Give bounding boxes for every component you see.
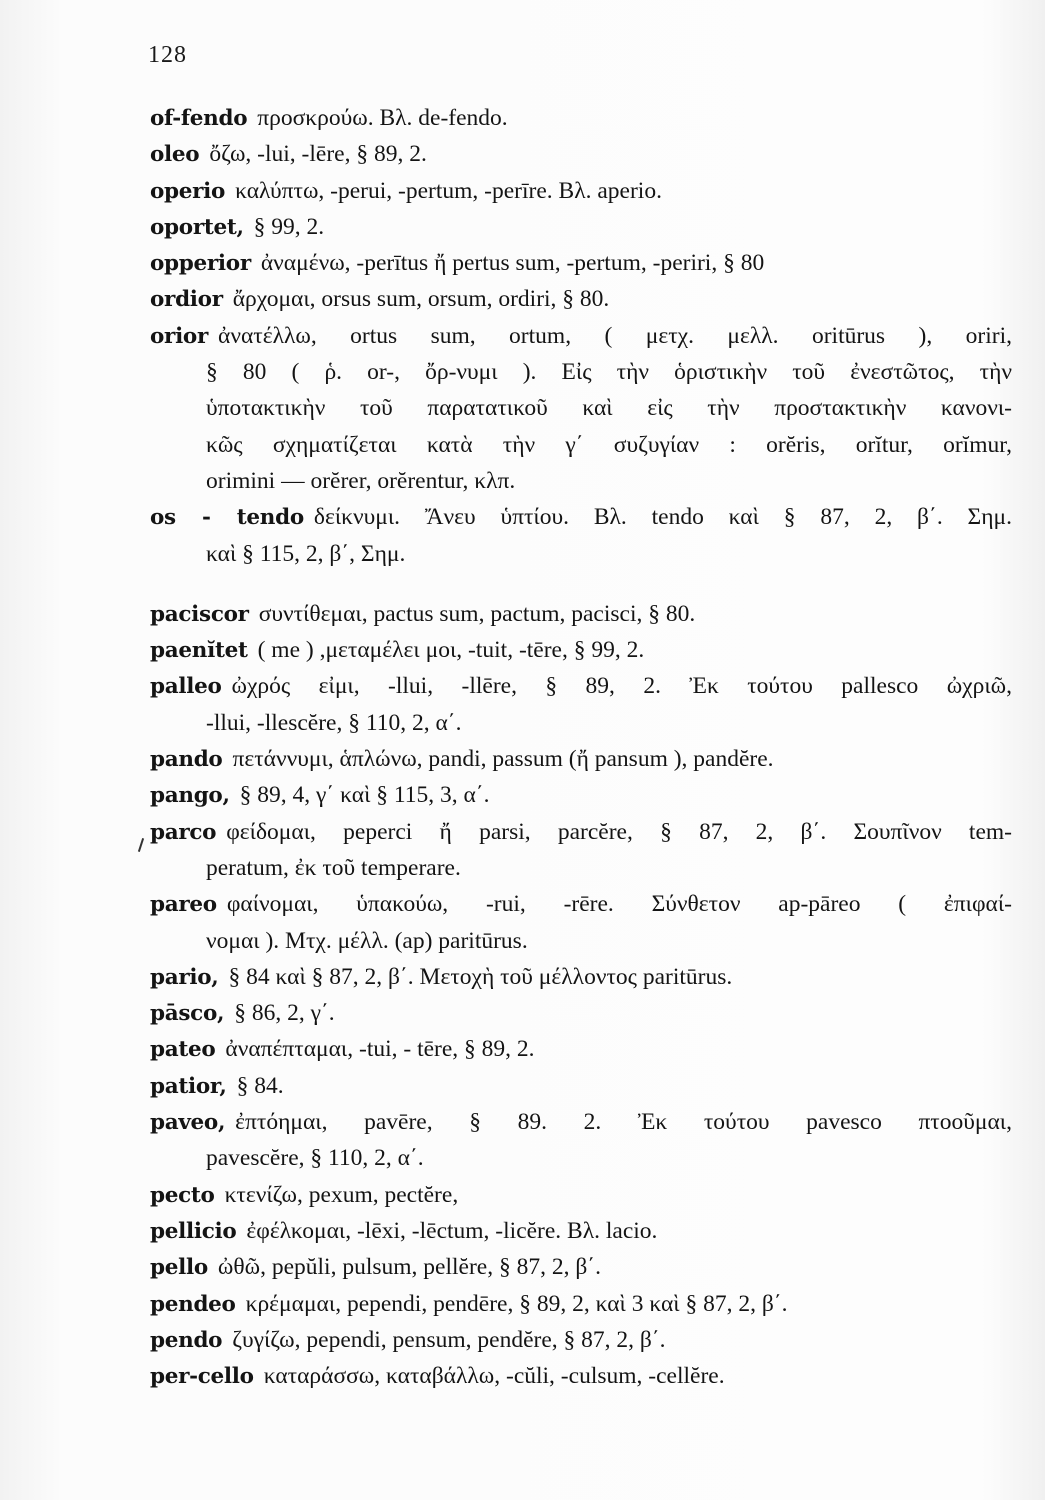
entry-continuation-line xyxy=(150,1140,1012,1176)
entry-headword: pecto xyxy=(150,1182,215,1208)
entry-continuation-line xyxy=(150,536,1012,572)
entry-text: ἀνατέλλω, ortus sum, ortum, ( μετχ. μελλ. oritūrus ), oriri, xyxy=(218,322,1012,349)
entry-first-line xyxy=(150,100,1012,136)
entry-text: ἀναμένω, -perītus ἤ pertus sum, -pertum, -periri, § 80 xyxy=(260,250,765,277)
entry-text: ( me ) ,μεταμέλει μοι, -tuit, -tēre, § 99, 2. xyxy=(257,637,645,664)
entry-first-line xyxy=(150,1322,1012,1358)
entry-continuation-line xyxy=(150,850,1012,886)
entry-first-line xyxy=(150,1249,1012,1285)
entry-headword: orior xyxy=(150,323,209,349)
entry-headword: parco xyxy=(150,819,217,845)
dictionary-entry xyxy=(150,100,1012,136)
dictionary-entry xyxy=(150,1249,1012,1285)
entry-text: § 89, 4, γ΄ καὶ § 115, 3, α΄. xyxy=(239,782,490,809)
entry-text: § 84 καὶ § 87, 2, β΄. Μετοχὴ τοῦ μέλλοντος paritūrus. xyxy=(228,963,733,990)
entry-text: ὄζω, -lui, -lēre, § 89, 2. xyxy=(209,141,427,168)
entry-headword: os - tendo xyxy=(150,505,304,531)
entry-headword: pateo xyxy=(150,1037,216,1063)
entry-first-line xyxy=(150,632,1012,668)
entry-headword: operio xyxy=(150,178,226,204)
entry-text: καὶ § 115, 2, β΄, Σημ. xyxy=(206,540,406,567)
entry-first-line xyxy=(150,1177,1012,1213)
entry-first-line xyxy=(150,596,1012,632)
dictionary-entry xyxy=(150,1322,1012,1358)
entry-text: orimini — orĕrer, orĕrentur, κλπ. xyxy=(206,467,516,494)
dictionary-entry xyxy=(150,136,1012,172)
dictionary-entry xyxy=(150,886,1012,959)
entry-continuation-line xyxy=(150,354,1012,390)
entry-first-line xyxy=(150,245,1012,281)
entry-text: § 84. xyxy=(236,1072,284,1099)
entry-first-line xyxy=(150,318,1012,354)
entry-first-line xyxy=(150,777,1012,813)
entry-text: ἄρχομαι, orsus sum, orsum, ordiri, § 80. xyxy=(232,286,610,313)
dictionary-entry xyxy=(150,959,1012,995)
entry-headword: pario, xyxy=(150,964,219,990)
entry-headword: patior, xyxy=(150,1073,227,1099)
entry-first-line xyxy=(150,209,1012,245)
entry-text: ἀναπέπταμαι, -tui, - tēre, § 89, 2. xyxy=(225,1036,535,1063)
entry-headword: paciscor xyxy=(150,601,249,627)
entry-text: ἐπτόημαι, pavēre, § 89. 2. Ἐκ τούτου pavesco πτοοῦμαι, xyxy=(235,1109,1012,1136)
entry-gap xyxy=(150,572,1012,596)
entry-text: ὑποτακτικὴν τοῦ παρατατικοῦ καὶ εἰς τὴν προστακτικὴν κανονι- xyxy=(206,395,1012,422)
entry-continuation-line xyxy=(150,463,1012,499)
entry-text: ὠθῶ, pepŭli, pulsum, pellĕre, § 87, 2, β΄. xyxy=(217,1254,601,1281)
entry-first-line xyxy=(150,499,1012,535)
entry-continuation-line xyxy=(150,390,1012,426)
entry-continuation-line xyxy=(150,705,1012,741)
dictionary-entry xyxy=(150,1213,1012,1249)
entry-first-line xyxy=(150,995,1012,1031)
entry-text: δείκνυμι. Ἄνευ ὑπτίου. Βλ. tendo καὶ § 87, 2, β΄. Σημ. xyxy=(313,504,1012,531)
entry-text: ὠχρός εἰμι, -llui, -llēre, § 89, 2. Ἐκ τούτου pallesco ὠχριῶ, xyxy=(231,673,1012,700)
dictionary-entry xyxy=(150,245,1012,281)
entry-headword: pareo xyxy=(150,892,217,918)
dictionary-entry xyxy=(150,668,1012,741)
entry-headword: pellicio xyxy=(150,1218,237,1244)
entry-first-line xyxy=(150,1031,1012,1067)
entry-first-line xyxy=(150,1358,1012,1394)
entry-text: καταράσσω, καταβάλλω, -cŭli, -culsum, -cellĕre. xyxy=(263,1363,725,1390)
entry-first-line xyxy=(150,1104,1012,1140)
entry-headword: oleo xyxy=(150,142,200,168)
dictionary-entry xyxy=(150,814,1012,887)
dictionary-entry xyxy=(150,777,1012,813)
entry-text: φαίνομαι, ὑπακούω, -rui, -rēre. Σύνθετον ap-pāreo ( ἐπιφαί- xyxy=(226,891,1012,918)
dictionary-entry xyxy=(150,1286,1012,1322)
entry-text: pavescĕre, § 110, 2, α΄. xyxy=(206,1145,424,1172)
dictionary-entry xyxy=(150,632,1012,668)
entry-text: φείδομαι, peperci ἤ parsi, parcĕre, § 87, 2, β΄. Σουπῖνον tem- xyxy=(226,818,1012,845)
entry-text: νομαι ). Μτχ. μέλλ. (ap) paritūrus. xyxy=(206,927,528,954)
entry-headword: palleo xyxy=(150,674,222,700)
entry-first-line xyxy=(150,173,1012,209)
dictionary-entries xyxy=(150,100,1012,1394)
entry-headword: paenĭtet xyxy=(150,638,248,664)
entry-headword: pello xyxy=(150,1255,208,1281)
dictionary-entry xyxy=(150,281,1012,317)
entry-first-line xyxy=(150,1068,1012,1104)
entry-first-line xyxy=(150,136,1012,172)
entry-text: κρέμαμαι, pependi, pendēre, § 89, 2, καὶ 3 καὶ § 87, 2, β΄. xyxy=(245,1290,788,1317)
entry-headword: pāsco, xyxy=(150,1001,225,1027)
dictionary-entry xyxy=(150,1177,1012,1213)
dictionary-entry xyxy=(150,995,1012,1031)
entry-headword: pendo xyxy=(150,1327,223,1353)
dictionary-entry xyxy=(150,741,1012,777)
dictionary-entry xyxy=(150,209,1012,245)
entry-headword: per-cello xyxy=(150,1364,254,1390)
entry-text: κῶς σχηματίζεται κατὰ τὴν γ΄ συζυγίαν : orĕris, orĭtur, orĭmur, xyxy=(206,431,1012,458)
entry-first-line xyxy=(150,281,1012,317)
entry-first-line xyxy=(150,1286,1012,1322)
dictionary-entry xyxy=(150,1068,1012,1104)
entry-text: κτενίζω, pexum, pectĕre, xyxy=(224,1181,459,1208)
entry-headword: pendeo xyxy=(150,1291,236,1317)
entry-first-line xyxy=(150,741,1012,777)
entry-text: -llui, -llescĕre, § 110, 2, α΄. xyxy=(206,709,462,736)
entry-continuation-line xyxy=(150,427,1012,463)
entry-text: § 86, 2, γ΄. xyxy=(234,1000,335,1027)
entry-headword: pando xyxy=(150,747,223,773)
dictionary-entry xyxy=(150,596,1012,632)
entry-headword: paveo, xyxy=(150,1110,226,1136)
entry-first-line xyxy=(150,668,1012,704)
entry-headword: ordior xyxy=(150,287,223,313)
entry-continuation-line xyxy=(150,923,1012,959)
entry-headword: pango, xyxy=(150,783,230,809)
dictionary-entry xyxy=(150,1104,1012,1177)
entry-text: καλύπτω, -perui, -pertum, -perīre. Βλ. aperio. xyxy=(235,177,662,204)
entry-text: ζυγίζω, pependi, pensum, pendĕre, § 87, 2, β΄. xyxy=(232,1326,666,1353)
margin-mark xyxy=(138,838,144,852)
entry-headword: of-fendo xyxy=(150,106,248,131)
page-number: 128 xyxy=(148,42,187,68)
dictionary-entry xyxy=(150,499,1012,572)
entry-headword: opperior xyxy=(150,251,251,277)
entry-text: § 99, 2. xyxy=(253,213,325,240)
dictionary-entry xyxy=(150,173,1012,209)
entry-first-line xyxy=(150,1213,1012,1249)
entry-text: ἐφέλκομαι, -lēxi, -lēctum, -licĕre. Βλ. lacio. xyxy=(246,1217,658,1244)
entry-first-line xyxy=(150,959,1012,995)
entry-text: peratum, ἐκ τοῦ temperare. xyxy=(206,854,461,881)
entry-headword: oportet, xyxy=(150,214,244,240)
entry-text: πετάννυμι, ἁπλώνω, pandi, passum (ἤ pansum ), pandĕre. xyxy=(232,746,774,773)
dictionary-entry xyxy=(150,1031,1012,1067)
entry-first-line xyxy=(150,886,1012,922)
entry-first-line xyxy=(150,814,1012,850)
dictionary-entry xyxy=(150,318,1012,499)
dictionary-entry xyxy=(150,1358,1012,1394)
entry-text: συντίθεμαι, pactus sum, pactum, pacisci, § 80. xyxy=(258,600,696,627)
entry-text: προσκρούω. Βλ. de-fendo. xyxy=(257,105,508,131)
entry-text: § 80 ( ῥ. or-, ὄρ-νυμι ). Εἰς τὴν ὁριστικὴν τοῦ ἐνεστῶτος, τὴν xyxy=(206,359,1012,386)
